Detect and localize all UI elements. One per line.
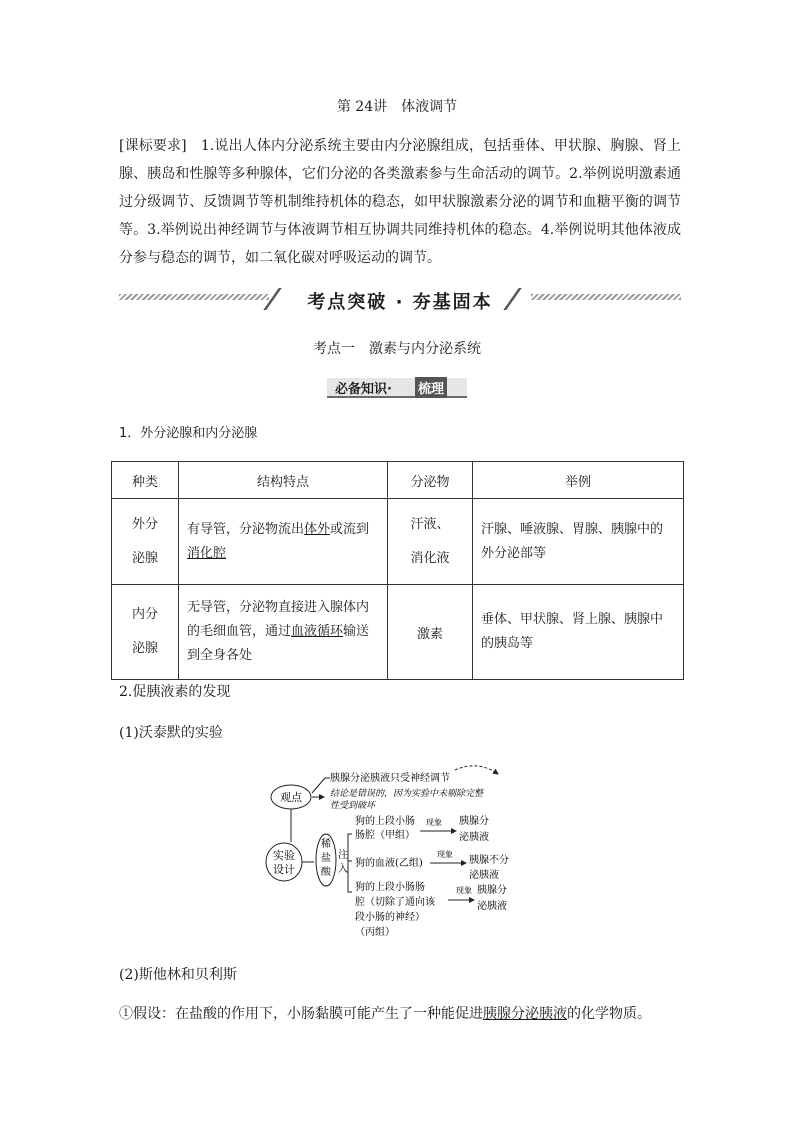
group-3-result: 泌胰液 — [477, 901, 507, 912]
table-cell-example: 垂体、甲状腺、肾上腺、胰腺中的胰岛等 — [473, 585, 684, 680]
cell-line: 消化液 — [410, 550, 450, 566]
viewpoint-text: 胰腺分泌胰液只受神经调节 — [330, 773, 450, 784]
hypothesis-part: 的化学物质。 — [567, 1006, 651, 1022]
experiment-diagram — [260, 760, 550, 946]
group-1-text: 狗的上段小肠 — [355, 816, 415, 827]
banner-text: 考点突破 · 夯基固本 — [307, 292, 493, 313]
table-header: 结构特点 — [179, 462, 388, 499]
acid-label: 盐 — [321, 853, 331, 864]
hypothesis-underlined: 胰腺分泌胰液 — [483, 1006, 567, 1022]
gland-table — [111, 461, 684, 680]
curriculum-requirements: [课标要求] 1.说出人体内分泌系统主要由内分泌腺组成，包括垂体、甲状腺、胸腺、肾上腺、胰岛和性腺等多种腺体，它们分泌的各类激素参与生命活动的调节。2.举例说明激素通过分级调节、反馈调节等机制维持机体的稳态，如甲状腺激素分泌的调节和血糖平衡的调节等。3.举例说出神经调节与体液调节相互协调共同维持机体的稳态。4.举例说明其他体液成分参与稳态的调节，如二氧化碳对呼吸运动的调节。 — [119, 138, 681, 266]
group-3-text: 段小肠的神经） — [355, 912, 425, 923]
table-cell-example: 汗腺、唾液腺、胃腺、胰腺中的外分泌部等 — [473, 499, 684, 585]
section-heading-2: 2.促胰液素的发现 — [119, 684, 231, 700]
section-heading-1: 1．外分泌腺和内分泌腺 — [119, 426, 258, 441]
conclusion-text: 性受到破坏 — [330, 801, 376, 811]
topic-heading: 考点一 激素与内分泌系统 — [313, 341, 481, 357]
cell-text: 有导管，分泌物流出 — [187, 521, 305, 537]
table-header: 分泌物 — [388, 462, 473, 499]
hypothesis-part: ①假设：在盐酸的作用下，小肠黏膜可能产生了一种能促进 — [119, 1006, 483, 1022]
phenomenon-label: 现象 — [456, 886, 472, 895]
table-cell-type — [112, 585, 179, 680]
table-cell-structure — [179, 499, 388, 585]
page-title: 第 24讲 体液调节 — [336, 99, 458, 115]
group-3-result: 胰腺分 — [477, 885, 507, 896]
acid-label: 稀 — [321, 839, 331, 850]
group-3-text: 狗的上段小肠肠 — [355, 882, 425, 893]
conclusion-text: 结论是错误的，因为实验中未剔除完整 — [330, 789, 484, 799]
design-label: 实验 — [273, 849, 295, 862]
group-3-text: （丙组） — [355, 927, 395, 938]
viewpoint-branch-line — [312, 778, 325, 793]
phenomenon-label: 现象 — [437, 850, 453, 859]
dashed-arrow — [455, 766, 498, 774]
cell-line: 泌腺 — [131, 641, 158, 656]
table-cell-structure — [179, 585, 388, 680]
inject-label: 注 — [338, 850, 348, 861]
viewpoint-label: 观点 — [280, 791, 302, 804]
cell-line: 汗液、 — [410, 516, 450, 532]
phenomenon-label: 现象 — [426, 818, 442, 827]
cell-text: 输送到全身各处 — [187, 624, 370, 663]
subsection-heading-1: (1)沃泰默的实验 — [119, 725, 223, 741]
table-cell-secretion — [388, 499, 473, 585]
badge-highlight: 梳理 — [415, 377, 447, 398]
section-banner — [119, 288, 681, 314]
cell-text: 或流 — [330, 521, 357, 537]
group-bracket — [348, 834, 352, 892]
design-label: 设计 — [273, 863, 295, 876]
cell-text: 到 — [356, 521, 370, 537]
table-header-row — [112, 462, 684, 499]
table-row — [112, 499, 684, 585]
banner-right-stripe — [531, 294, 681, 300]
group-1-text: 肠腔（甲组） — [355, 830, 415, 841]
group-1-result: 胰腺分 — [459, 816, 489, 827]
group-2-result: 胰腺不分 — [469, 855, 509, 866]
table-cell-secretion: 激素 — [388, 585, 473, 680]
table-header: 种类 — [112, 462, 179, 499]
knowledge-badge — [327, 376, 467, 398]
cell-underlined: 消化腔 — [187, 545, 227, 561]
cell-line: 外分 — [131, 516, 158, 532]
group-3-text: 腔（切除了通向该 — [355, 897, 435, 908]
cell-text: 无导管，分泌物直接进入腺体内的毛细血管，通过 — [187, 600, 370, 639]
table-row — [112, 585, 684, 680]
cell-underlined: 血液循环 — [291, 624, 344, 639]
table-header: 举例 — [473, 462, 684, 499]
group-1-result: 泌胰液 — [459, 832, 489, 843]
badge-text: 必备知识· — [335, 382, 392, 397]
hypothesis-text — [119, 1003, 651, 1023]
subsection-heading-2: (2)斯他林和贝利斯 — [119, 967, 237, 983]
cell-underlined: 体外 — [304, 521, 331, 537]
inject-label: 入 — [338, 864, 348, 875]
cell-line: 泌腺 — [131, 550, 158, 566]
table-cell-type — [112, 499, 179, 585]
acid-label: 酸 — [321, 867, 331, 878]
group-2-result: 泌胰液 — [469, 870, 499, 881]
cell-line: 内分 — [131, 607, 158, 622]
group-2-text: 狗的血液(乙组) — [355, 858, 423, 869]
